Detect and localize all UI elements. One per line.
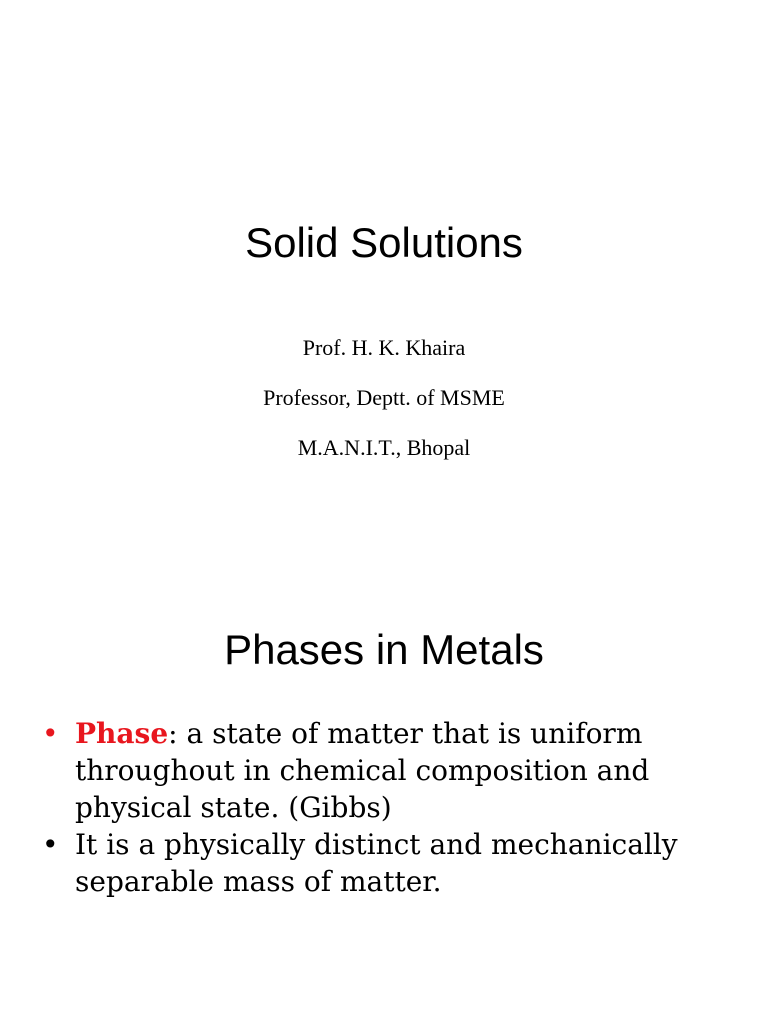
bullet-dot-icon: •: [42, 717, 59, 750]
bullet-text: : a state of matter that is uniform throughout in chemical composition and physical state. (Gibbs): [75, 717, 650, 824]
bullet-dot-icon: •: [42, 828, 59, 861]
bullet-list: [40, 715, 740, 900]
term-phase: Phase: [75, 717, 169, 750]
author-institute: M.A.N.I.T., Bhopal: [297, 435, 471, 460]
bullet-item: [40, 826, 740, 900]
author-position: Professor, Deptt. of MSME: [263, 385, 505, 410]
content-slide: [0, 512, 768, 1024]
bullet-text: It is a physically distinct and mechanically separable mass of matter.: [75, 828, 678, 898]
slide-title: Phases in Metals: [224, 626, 544, 673]
slide-title: Solid Solutions: [245, 219, 523, 266]
author-name: Prof. H. K. Khaira: [302, 335, 466, 360]
bullet-item: [40, 715, 740, 826]
